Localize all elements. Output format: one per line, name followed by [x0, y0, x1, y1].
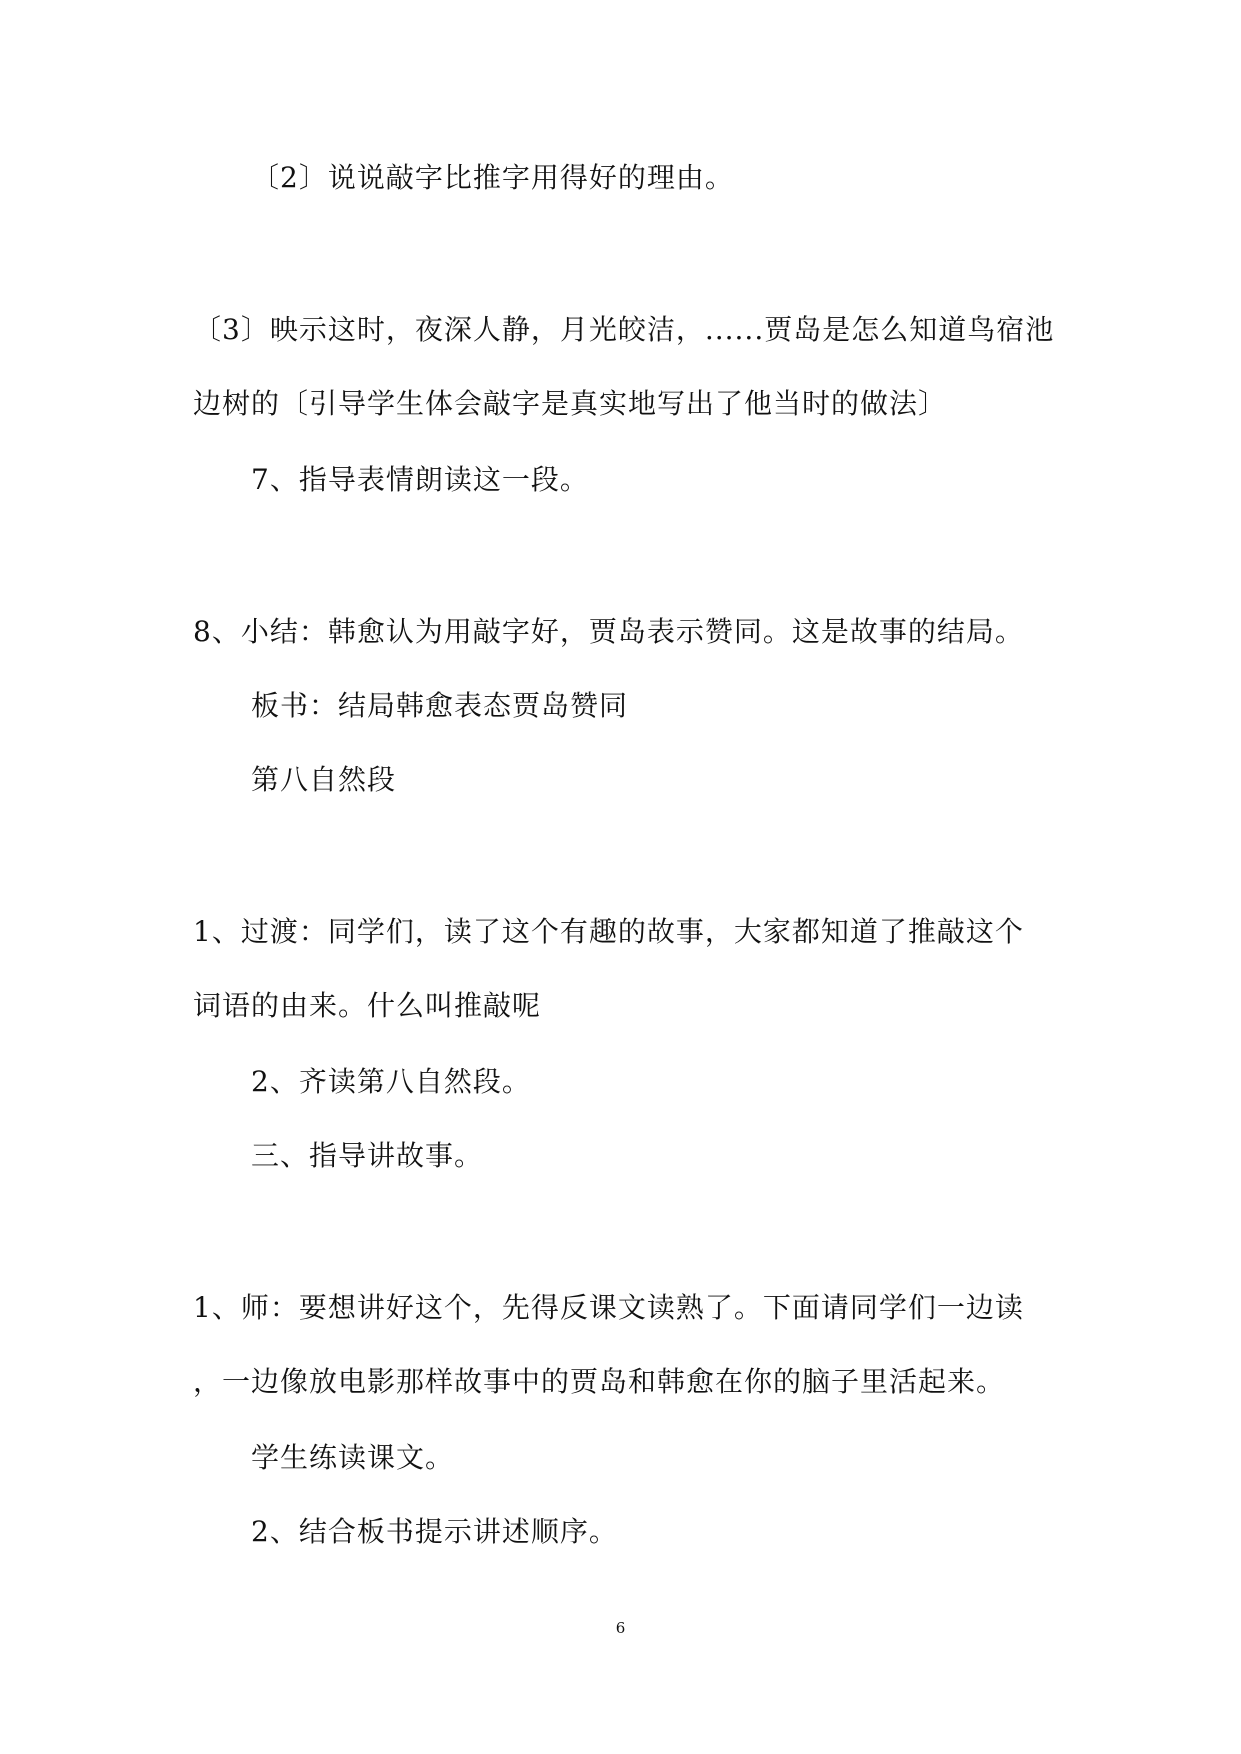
section-heading-paragraph-eight: 第八自然段 [251, 763, 397, 796]
text-line-guide-students: 边树的〔引导学生体会敲字是真实地写出了他当时的做法〕 [193, 387, 948, 420]
text-line-summary: 8、小结：韩愈认为用敲字好，贾岛表示赞同。这是故事的结局。 [193, 615, 1024, 648]
text-line-teacher-instruction: 1、师：要想讲好这个，先得反课文读熟了。下面请同学们一边读 [193, 1291, 1024, 1324]
text-line-word-origin: 词语的由来。什么叫推敲呢 [193, 989, 542, 1022]
text-line-night-scene: 〔3〕映示这时，夜深人静，月光皎洁，......贾岛是怎么知道鸟宿池 [193, 313, 1055, 346]
text-line-read-together: 2、齐读第八自然段。 [251, 1065, 531, 1098]
page-number: 6 [615, 1619, 626, 1637]
section-heading-storytelling: 三、指导讲故事。 [251, 1139, 484, 1172]
text-line-read-aloud: 7、指导表情朗读这一段。 [251, 463, 589, 496]
text-line-reason-question: 〔2〕说说敲字比推字用得好的理由。 [251, 161, 734, 194]
text-line-student-practice: 学生练读课文。 [251, 1441, 455, 1474]
text-line-blackboard: 板书：结局韩愈表态贾岛赞同 [251, 689, 629, 722]
text-line-transition: 1、过渡：同学们，读了这个有趣的故事，大家都知道了推敲这个 [193, 915, 1024, 948]
text-line-narration-order: 2、结合板书提示讲述顺序。 [251, 1515, 618, 1548]
text-line-movie-imagination: ，一边像放电影那样故事中的贾岛和韩愈在你的脑子里活起来。 [193, 1365, 1006, 1398]
